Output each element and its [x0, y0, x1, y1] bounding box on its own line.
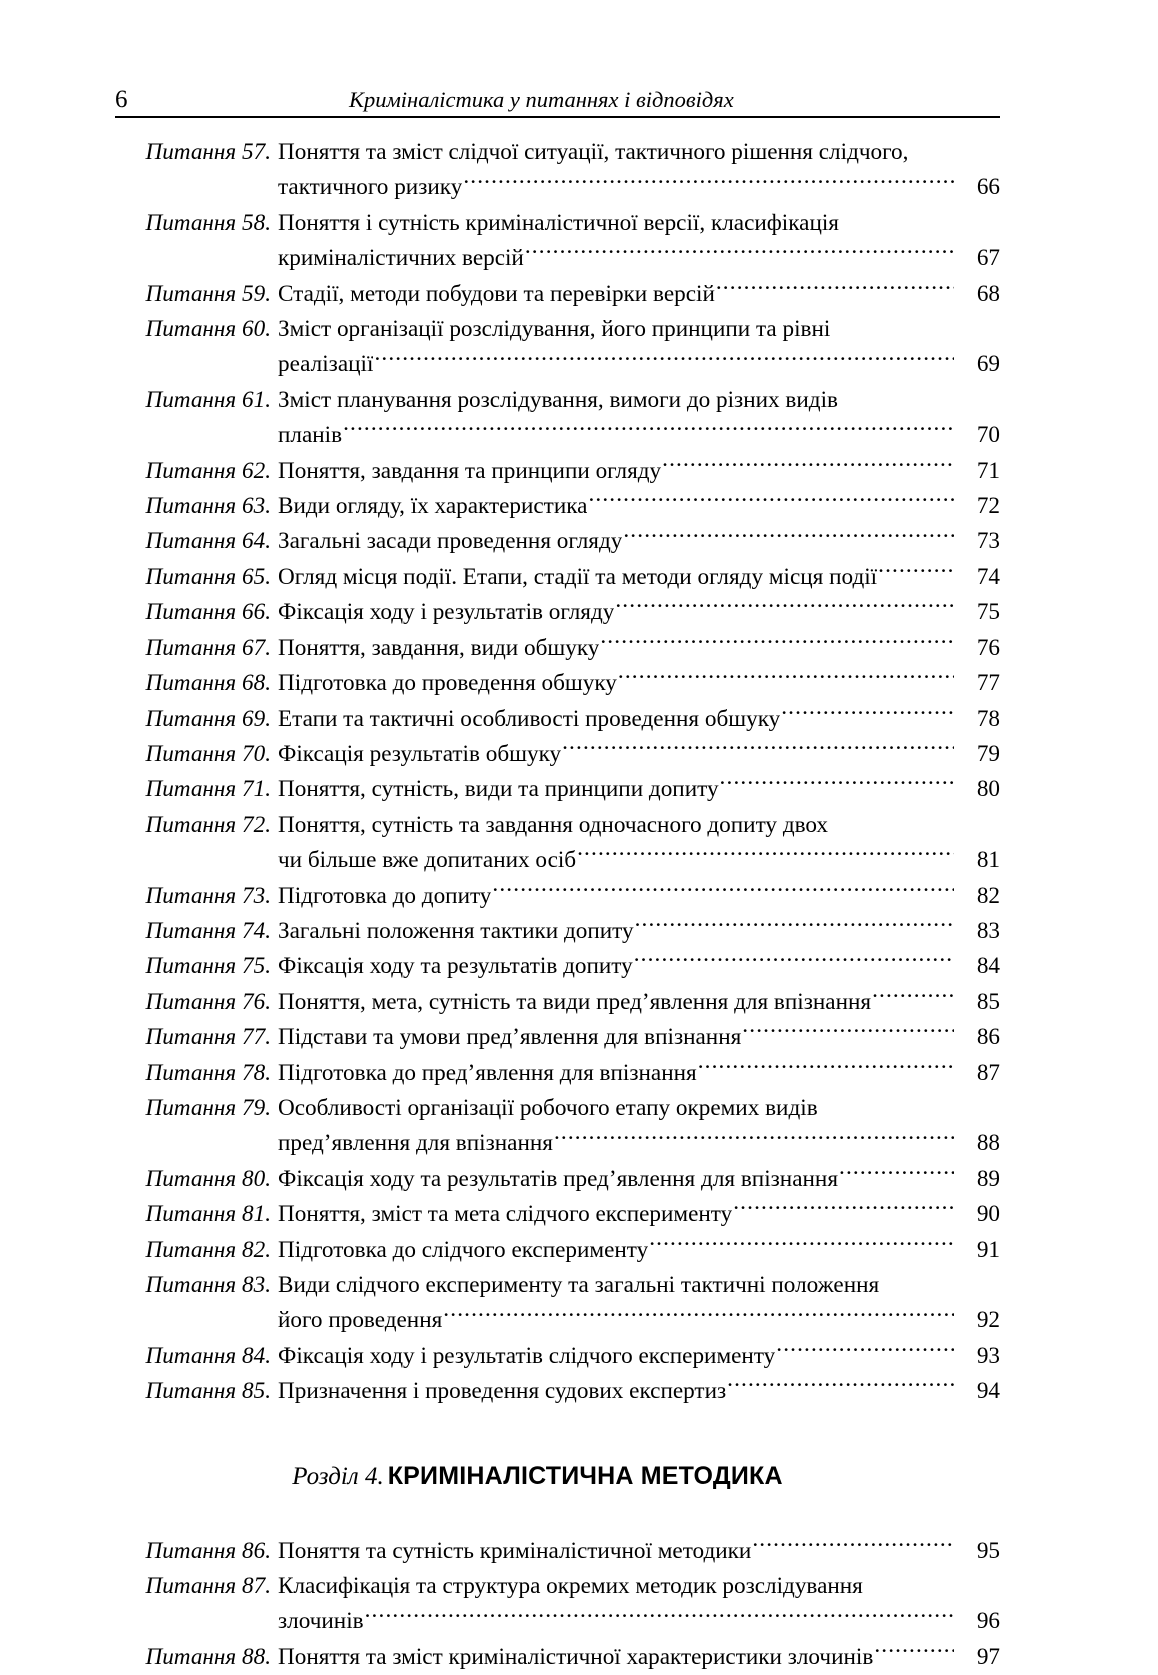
toc-entry-line-first — [115, 1162, 1000, 1197]
toc-entry-label: Питання 60. — [145, 316, 271, 343]
toc-entry-title: Загальні положення тактики допиту — [278, 917, 634, 944]
toc-entry-line-first — [115, 454, 1000, 489]
toc-entry-line-first — [115, 808, 1000, 843]
toc-entry-label: Питання 63. — [145, 493, 271, 520]
toc-entry-line-first — [115, 737, 1000, 772]
toc-entry-title: Поняття та зміст криміналістичної характеристики злочинів — [278, 1643, 874, 1670]
toc-entry-label: Питання 78. — [145, 1059, 271, 1086]
toc-entry-line-first — [115, 135, 1000, 170]
toc-page-number: 92 — [976, 1307, 1000, 1334]
toc-entry-title: Фіксація ходу та результатів пред’явлення для впізнання — [278, 1165, 838, 1192]
toc-entry-title: Стадії, методи побудови та перевірки версій — [278, 280, 715, 307]
toc-entry[interactable] — [115, 879, 1000, 914]
toc-entry-line-first — [115, 1020, 1000, 1055]
toc-entry[interactable] — [115, 1020, 1000, 1055]
toc-entry-title: Фіксація результатів обшуку — [278, 740, 562, 767]
page-folio-number: 6 — [115, 86, 128, 113]
toc-entry-line-continued — [115, 843, 1000, 878]
toc-entry[interactable] — [115, 1056, 1000, 1091]
section-number: Розділ 4. — [292, 1462, 384, 1490]
toc-entry-line-first — [115, 1091, 1000, 1126]
toc-leader-dots — [343, 419, 954, 442]
toc-entry-line-first — [115, 914, 1000, 949]
toc-entry-title: Огляд місця події. Етапи, стадії та методи огляду місця події — [278, 563, 878, 590]
toc-entry-title: Поняття, сутність та завдання одночасного допиту двох — [278, 811, 829, 838]
toc-page-number: 78 — [976, 705, 1000, 732]
toc-entry-line-continued — [115, 170, 1000, 205]
toc-entry-label: Питання 79. — [145, 1094, 271, 1121]
toc-entry[interactable] — [115, 949, 1000, 984]
toc-entry-title: Поняття, сутність, види та принципи допиту — [278, 776, 719, 803]
section-title: КРИМІНАЛІСТИЧНА МЕТОДИКА — [387, 1461, 783, 1490]
toc-entry-line-first — [115, 1268, 1000, 1303]
toc-entry[interactable] — [115, 985, 1000, 1020]
toc-entry-title: Зміст планування розслідування, вимоги до різних видів — [278, 386, 838, 413]
toc-entry-label: Питання 67. — [145, 634, 271, 661]
toc-entry-label: Питання 85. — [145, 1378, 271, 1405]
toc-page-number: 85 — [976, 988, 1000, 1015]
toc-entry[interactable] — [115, 1091, 1000, 1162]
toc-entry-label: Питання 64. — [145, 528, 271, 555]
toc-entry-title: Фіксація ходу та результатів допиту — [278, 953, 633, 980]
toc-list-chapter-3 — [115, 135, 1000, 1410]
toc-entry[interactable] — [115, 595, 1000, 630]
toc-entry[interactable] — [115, 560, 1000, 595]
toc-leader-dots — [634, 950, 954, 973]
toc-entry-title: Загальні засади проведення огляду — [278, 528, 623, 555]
toc-leader-dots — [365, 1605, 954, 1628]
toc-entry[interactable] — [115, 702, 1000, 737]
toc-entry-title: Підготовка до слідчого експерименту — [278, 1236, 649, 1263]
toc-entry-line-first — [115, 595, 1000, 630]
toc-page-number: 79 — [976, 740, 1000, 767]
toc-page-number: 93 — [976, 1342, 1000, 1369]
toc-entry[interactable] — [115, 524, 1000, 559]
toc-entry-line-continued — [115, 418, 1000, 453]
toc-entry-line-first — [115, 383, 1000, 418]
toc-entry-line-first — [115, 489, 1000, 524]
toc-page-number: 96 — [976, 1608, 1000, 1635]
toc-entry-line-first — [115, 1197, 1000, 1232]
toc-entry-line-first — [115, 666, 1000, 701]
toc-leader-dots — [649, 1233, 954, 1256]
toc-page-number: 71 — [976, 457, 1000, 484]
toc-entry[interactable] — [115, 1374, 1000, 1409]
toc-entry-line-first — [115, 949, 1000, 984]
toc-page-number: 72 — [976, 493, 1000, 520]
toc-entry-label: Питання 59. — [145, 280, 271, 307]
toc-page-number: 88 — [976, 1130, 1000, 1157]
toc-entry[interactable] — [115, 206, 1000, 277]
toc-entry-title: Поняття, зміст та мета слідчого експерименту — [278, 1201, 733, 1228]
toc-page-number: 86 — [976, 1024, 1000, 1051]
toc-leader-dots — [752, 1534, 954, 1557]
toc-leader-dots — [463, 171, 954, 194]
toc-entry-title: Фіксація ходу і результатів слідчого експерименту — [278, 1342, 776, 1369]
toc-leader-dots — [577, 844, 954, 867]
toc-entry-label: Питання 88. — [145, 1643, 271, 1670]
toc-entry-label: Питання 73. — [145, 882, 271, 909]
toc-entry-label: Питання 71. — [145, 776, 271, 803]
toc-leader-dots — [698, 1056, 954, 1079]
toc-entry-title: Поняття, завдання, види обшуку — [278, 634, 600, 661]
toc-entry-title: Поняття, завдання та принципи огляду — [278, 457, 662, 484]
toc-entry-line-first — [115, 560, 1000, 595]
toc-entry-label: Питання 74. — [145, 917, 271, 944]
toc-entry-line-first — [115, 1534, 1000, 1569]
toc-entry-title: Класифікація та структура окремих методик розслідування — [278, 1573, 863, 1600]
toc-page-number: 94 — [976, 1378, 1000, 1405]
toc-entry[interactable] — [115, 277, 1000, 312]
toc-entry-label: Питання 62. — [145, 457, 271, 484]
toc-page-number: 77 — [976, 670, 1000, 697]
toc-entry-line-first — [115, 206, 1000, 241]
toc-entry-title: Підготовка до пред’явлення для впізнання — [278, 1059, 697, 1086]
toc-entry-label: Питання 84. — [145, 1342, 271, 1369]
toc-leader-dots — [839, 1163, 954, 1186]
toc-entry-line-first — [115, 1339, 1000, 1374]
toc-entry-line-first — [115, 772, 1000, 807]
toc-leader-dots — [716, 277, 954, 300]
toc-page-number: 90 — [976, 1201, 1000, 1228]
toc-leader-dots — [878, 561, 954, 584]
toc-entry-label: Питання 83. — [145, 1272, 271, 1298]
toc-entry-title: чи більше вже допитаних осіб — [278, 847, 577, 874]
toc-leader-dots — [727, 1375, 954, 1398]
toc-page-number: 81 — [976, 847, 1000, 874]
toc-entry[interactable] — [115, 1339, 1000, 1374]
toc-entry[interactable] — [115, 914, 1000, 949]
running-head-title: Криміналістика у питаннях і відповідях — [349, 86, 734, 112]
toc-entry[interactable] — [115, 772, 1000, 807]
toc-entry-title: злочинів — [278, 1608, 364, 1635]
toc-entry[interactable] — [115, 1197, 1000, 1232]
toc-entry-line-first — [115, 985, 1000, 1020]
toc-page-number: 67 — [976, 245, 1000, 272]
toc-entry-label: Питання 58. — [145, 209, 271, 236]
toc-entry-title: Поняття і сутність криміналістичної версії, класифікація — [278, 209, 839, 236]
toc-leader-dots — [374, 348, 954, 371]
toc-entry-line-first — [115, 879, 1000, 914]
toc-page-number: 76 — [976, 634, 1000, 661]
toc-entry[interactable] — [115, 1268, 1000, 1339]
toc-entry-label: Питання 81. — [145, 1201, 271, 1228]
toc-entry-line-first — [115, 524, 1000, 559]
toc-entry-line-continued — [115, 241, 1000, 276]
toc-entry-title: Особливості організації робочого етапу окремих видів — [278, 1094, 818, 1121]
toc-entry-label: Питання 75. — [145, 953, 271, 980]
toc-page-number: 69 — [976, 351, 1000, 378]
toc-entry[interactable] — [115, 135, 1000, 206]
toc-entry-title: Фіксація ходу і результатів огляду — [278, 599, 615, 626]
toc-page-number: 91 — [976, 1236, 1000, 1263]
toc-entry-label: Питання 86. — [145, 1537, 271, 1564]
toc-entry-label: Питання 57. — [145, 139, 271, 165]
toc-entry-label: Питання 80. — [145, 1165, 271, 1192]
toc-entry-label: Питання 65. — [145, 563, 271, 590]
toc-entry-line-first — [115, 277, 1000, 312]
toc-entry[interactable] — [115, 1569, 1000, 1640]
toc-entry-title: пред’явлення для впізнання — [278, 1130, 553, 1157]
toc-leader-dots — [615, 596, 954, 619]
toc-leader-dots — [662, 454, 954, 477]
toc-page-number: 89 — [976, 1165, 1000, 1192]
toc-leader-dots — [554, 1127, 954, 1150]
toc-entry-line-continued — [115, 1126, 1000, 1161]
toc-entry[interactable] — [115, 454, 1000, 489]
toc-leader-dots — [874, 1641, 954, 1664]
toc-entry-title: Поняття та зміст слідчої ситуації, тактичного рішення слідчого, — [278, 139, 909, 165]
toc-page-number: 68 — [976, 280, 1000, 307]
toc-entry-label: Питання 68. — [145, 670, 271, 697]
toc-entry[interactable] — [115, 666, 1000, 701]
toc-leader-dots — [742, 1021, 954, 1044]
toc-entry[interactable] — [115, 737, 1000, 772]
toc-entry[interactable] — [115, 1640, 1000, 1675]
toc-leader-dots — [600, 632, 954, 655]
toc-entry-label: Питання 70. — [145, 740, 271, 767]
toc-entry-title: Поняття та сутність криміналістичної методики — [278, 1537, 752, 1564]
toc-entry-line-first — [115, 1233, 1000, 1268]
toc-page-number: 82 — [976, 882, 1000, 909]
toc-entry-line-continued — [115, 347, 1000, 382]
toc-entry-line-first — [115, 1374, 1000, 1409]
toc-entry-label: Питання 69. — [145, 705, 271, 732]
toc-entry-label: Питання 72. — [145, 811, 271, 838]
toc-entry-title: Зміст організації розслідування, його принципи та рівні — [278, 316, 831, 343]
toc-leader-dots — [720, 773, 954, 796]
toc-entry-title: планів — [278, 422, 343, 449]
toc-page-number: 95 — [976, 1537, 1000, 1564]
toc-leader-dots — [443, 1304, 954, 1327]
toc-entry-label: Питання 76. — [145, 988, 271, 1015]
toc-entry-label: Питання 82. — [145, 1236, 271, 1263]
toc-entry-title: Підготовка до проведення обшуку — [278, 670, 617, 697]
toc-leader-dots — [623, 525, 954, 548]
toc-leader-dots — [781, 702, 954, 725]
toc-entry-line-first — [115, 1056, 1000, 1091]
toc-leader-dots — [733, 1198, 954, 1221]
toc-entry[interactable] — [115, 1162, 1000, 1197]
toc-page-number: 97 — [976, 1643, 1000, 1670]
toc-entry-title: Підготовка до допиту — [278, 882, 492, 909]
toc-leader-dots — [776, 1340, 954, 1363]
toc-entry[interactable] — [115, 383, 1000, 454]
toc-entry[interactable] — [115, 1534, 1000, 1569]
toc-entry-title: його проведення — [278, 1307, 443, 1334]
toc-entry-title: криміналістичних версій — [278, 245, 524, 272]
toc-page-number: 84 — [976, 953, 1000, 980]
running-head — [115, 78, 1000, 118]
toc-page-number: 80 — [976, 776, 1000, 803]
toc-entry-line-first — [115, 702, 1000, 737]
toc-page-number: 70 — [976, 422, 1000, 449]
toc-entry-label: Питання 61. — [145, 386, 271, 413]
toc-entry-title: Види слідчого експерименту та загальні тактичні положення — [278, 1272, 880, 1298]
toc-page-number: 74 — [976, 563, 1000, 590]
toc-entry[interactable] — [115, 1233, 1000, 1268]
toc-entry-line-first — [115, 1569, 1000, 1604]
toc-entry-line-continued — [115, 1303, 1000, 1338]
toc-entry-line-first — [115, 312, 1000, 347]
toc-entry-title: Призначення і проведення судових експертиз — [278, 1378, 727, 1405]
toc-entry-label: Питання 66. — [145, 599, 271, 626]
toc-entry-title: тактичного ризику — [278, 174, 463, 201]
toc-entry-title: Види огляду, їх характеристика — [278, 493, 588, 520]
section-heading-chapter-4 — [115, 1462, 1000, 1491]
toc-page-number: 73 — [976, 528, 1000, 555]
toc-leader-dots — [618, 667, 954, 690]
toc-leader-dots — [635, 915, 954, 938]
toc-leader-dots — [588, 490, 954, 513]
toc-entry-title: Поняття, мета, сутність та види пред’явлення для впізнання — [278, 988, 872, 1015]
toc-entry-label: Питання 87. — [145, 1573, 271, 1600]
toc-entry-title: Етапи та тактичні особливості проведення обшуку — [278, 705, 781, 732]
toc-entry[interactable] — [115, 631, 1000, 666]
toc-page-number: 87 — [976, 1059, 1000, 1086]
toc-entry[interactable] — [115, 489, 1000, 524]
toc-entry-title: Підстави та умови пред’явлення для впізнання — [278, 1024, 742, 1051]
toc-leader-dots — [492, 879, 954, 902]
toc-entry-line-first — [115, 1640, 1000, 1675]
toc-entry-title: реалізації — [278, 351, 374, 378]
toc-leader-dots — [872, 986, 954, 1009]
toc-entry[interactable] — [115, 312, 1000, 383]
toc-entry-line-continued — [115, 1604, 1000, 1639]
toc-page-number: 66 — [976, 174, 1000, 201]
toc-leader-dots — [525, 242, 954, 265]
toc-entry[interactable] — [115, 808, 1000, 879]
toc-entry-line-first — [115, 631, 1000, 666]
toc-entry-label: Питання 77. — [145, 1024, 271, 1051]
toc-leader-dots — [562, 738, 954, 761]
toc-page-number: 83 — [976, 917, 1000, 944]
toc-page-number: 75 — [976, 599, 1000, 626]
